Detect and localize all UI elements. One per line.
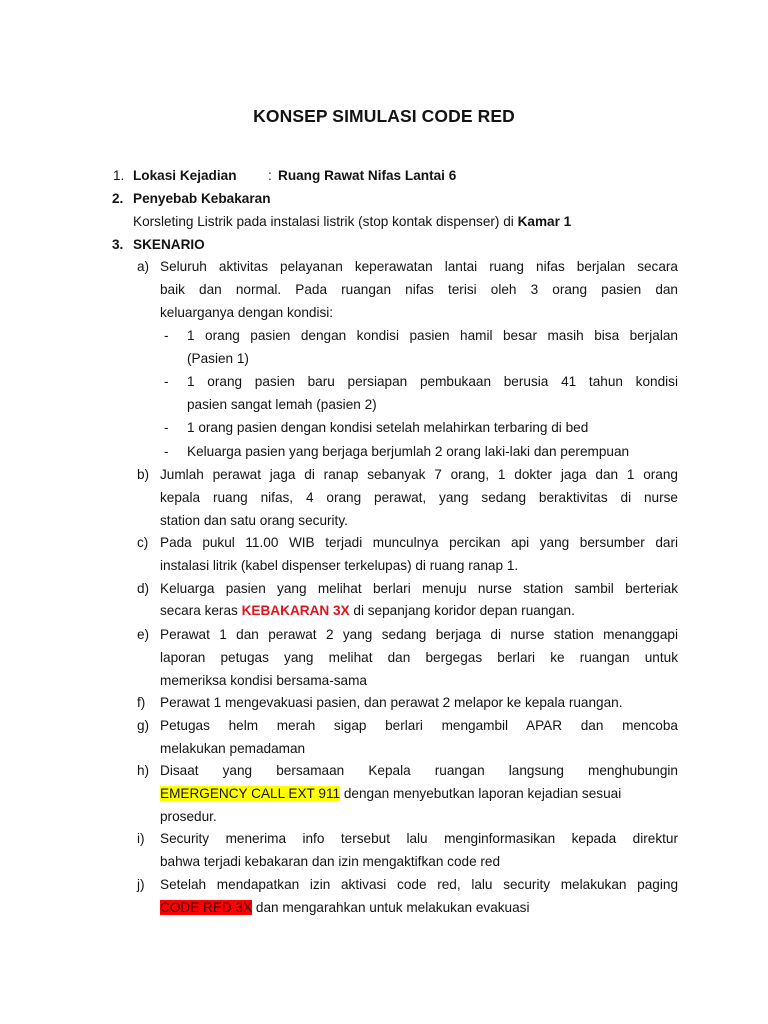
section-number: 1.: [113, 168, 125, 183]
section-label-lokasi: Lokasi Kejadian: [133, 168, 237, 183]
bullet-line: 1 orang pasien dengan kondisi setelah melahirkan terbaring di bed: [187, 420, 589, 435]
paragraph-line: baik dan normal. Pada ruangan nifas terisi oleh 3 orang pasien dan: [160, 282, 678, 297]
paragraph-line: Perawat 1 mengevakuasi pasien, dan perawat 2 melapor ke kepala ruangan.: [160, 695, 623, 710]
section-number: 3.: [112, 237, 124, 252]
paragraph-line: station dan satu orang security.: [160, 513, 348, 528]
section-label-skenario: SKENARIO: [133, 237, 205, 252]
label-separator: :: [268, 168, 272, 183]
paragraph-line: Seluruh aktivitas pelayanan keperawatan lantai ruang nifas berjalan secara: [160, 259, 678, 274]
paragraph-line: keluarganya dengan kondisi:: [160, 305, 334, 320]
penyebab-bold-location: Kamar 1: [517, 214, 572, 229]
kebakaran-alert-text: KEBAKARAN 3X: [241, 603, 350, 618]
bullet-line: 1 orang pasien dengan kondisi pasien hamil besar masih bisa berjalan: [187, 328, 678, 343]
paragraph-line: EMERGENCY CALL EXT 911 dengan menyebutkan laporan kejadian sesuai: [160, 786, 622, 801]
bullet-line: 1 orang pasien baru persiapan pembukaan berusia 41 tahun kondisi: [187, 374, 678, 389]
list-marker: d): [137, 581, 150, 596]
paragraph-line: Perawat 1 dan perawat 2 yang sedang berjaga di nurse station menanggapi: [160, 627, 678, 642]
code-red-highlight: CODE RED 3X: [160, 900, 253, 915]
bullet-line: Keluarga pasien yang berjaga berjumlah 2 orang laki-laki dan perempuan: [187, 444, 630, 459]
paragraph-line: Keluarga pasien yang melihat berlari menuju nurse station sambil berteriak: [160, 581, 678, 596]
paragraph-line: CODE RED 3X dan mengarahkan untuk melakukan evakuasi: [160, 900, 530, 915]
section-number: 2.: [112, 191, 124, 206]
paragraph-line: Jumlah perawat jaga di ranap sebanyak 7 orang, 1 dokter jaga dan 1 orang: [160, 467, 678, 482]
paragraph-line: bahwa terjadi kebakaran dan izin mengaktifkan code red: [160, 854, 501, 869]
paragraph-line: memeriksa kondisi bersama-sama: [160, 673, 367, 688]
list-marker: b): [137, 467, 150, 482]
paragraph-line: laporan petugas yang melihat dan bergegas berlari ke ruangan untuk: [160, 650, 678, 665]
paragraph-line: instalasi litrik (kabel dispenser terkelupas) di ruang ranap 1.: [160, 558, 519, 573]
paragraph-line: Petugas helm merah sigap berlari mengambil APAR dan mencoba: [160, 718, 678, 733]
emergency-call-highlight: EMERGENCY CALL EXT 911: [160, 786, 341, 801]
bullet-dash: -: [164, 420, 169, 435]
bullet-line: pasien sangat lemah (pasien 2): [187, 397, 377, 412]
document-title: KONSEP SIMULASI CODE RED: [253, 106, 515, 126]
bullet-dash: -: [164, 374, 169, 389]
penyebab-text: Korsleting Listrik pada instalasi listrik (stop kontak dispenser) di Kamar 1: [133, 214, 572, 229]
list-marker: f): [137, 695, 146, 710]
list-marker: g): [137, 718, 150, 733]
list-marker: j): [137, 877, 145, 892]
paragraph-line: Disaat yang bersamaan Kepala ruangan langsung menghubungin: [160, 763, 678, 778]
bullet-dash: -: [164, 328, 169, 343]
lokasi-value: Ruang Rawat Nifas Lantai 6: [278, 168, 457, 183]
paragraph-line: prosedur.: [160, 809, 217, 824]
list-marker: i): [137, 831, 145, 846]
paragraph-line: kepala ruang nifas, 4 orang perawat, yang sedang beraktivitas di nurse: [160, 490, 678, 505]
paragraph-line: melakukan pemadaman: [160, 741, 306, 756]
bullet-line: (Pasien 1): [187, 351, 249, 366]
list-marker: h): [137, 763, 150, 778]
list-marker: e): [137, 627, 150, 642]
bullet-dash: -: [164, 444, 169, 459]
paragraph-line: Setelah mendapatkan izin aktivasi code red, lalu security melakukan paging: [160, 877, 678, 892]
paragraph-line: Pada pukul 11.00 WIB terjadi munculnya percikan api yang bersumber dari: [160, 535, 678, 550]
paragraph-line: secara keras KEBAKARAN 3X di sepanjang koridor depan ruangan.: [160, 603, 575, 618]
paragraph-line: Security menerima info tersebut lalu menginformasikan kepada direktur: [160, 831, 678, 846]
list-marker: a): [137, 259, 150, 274]
section-label-penyebab: Penyebab Kebakaran: [133, 191, 271, 206]
list-marker: c): [137, 535, 149, 550]
